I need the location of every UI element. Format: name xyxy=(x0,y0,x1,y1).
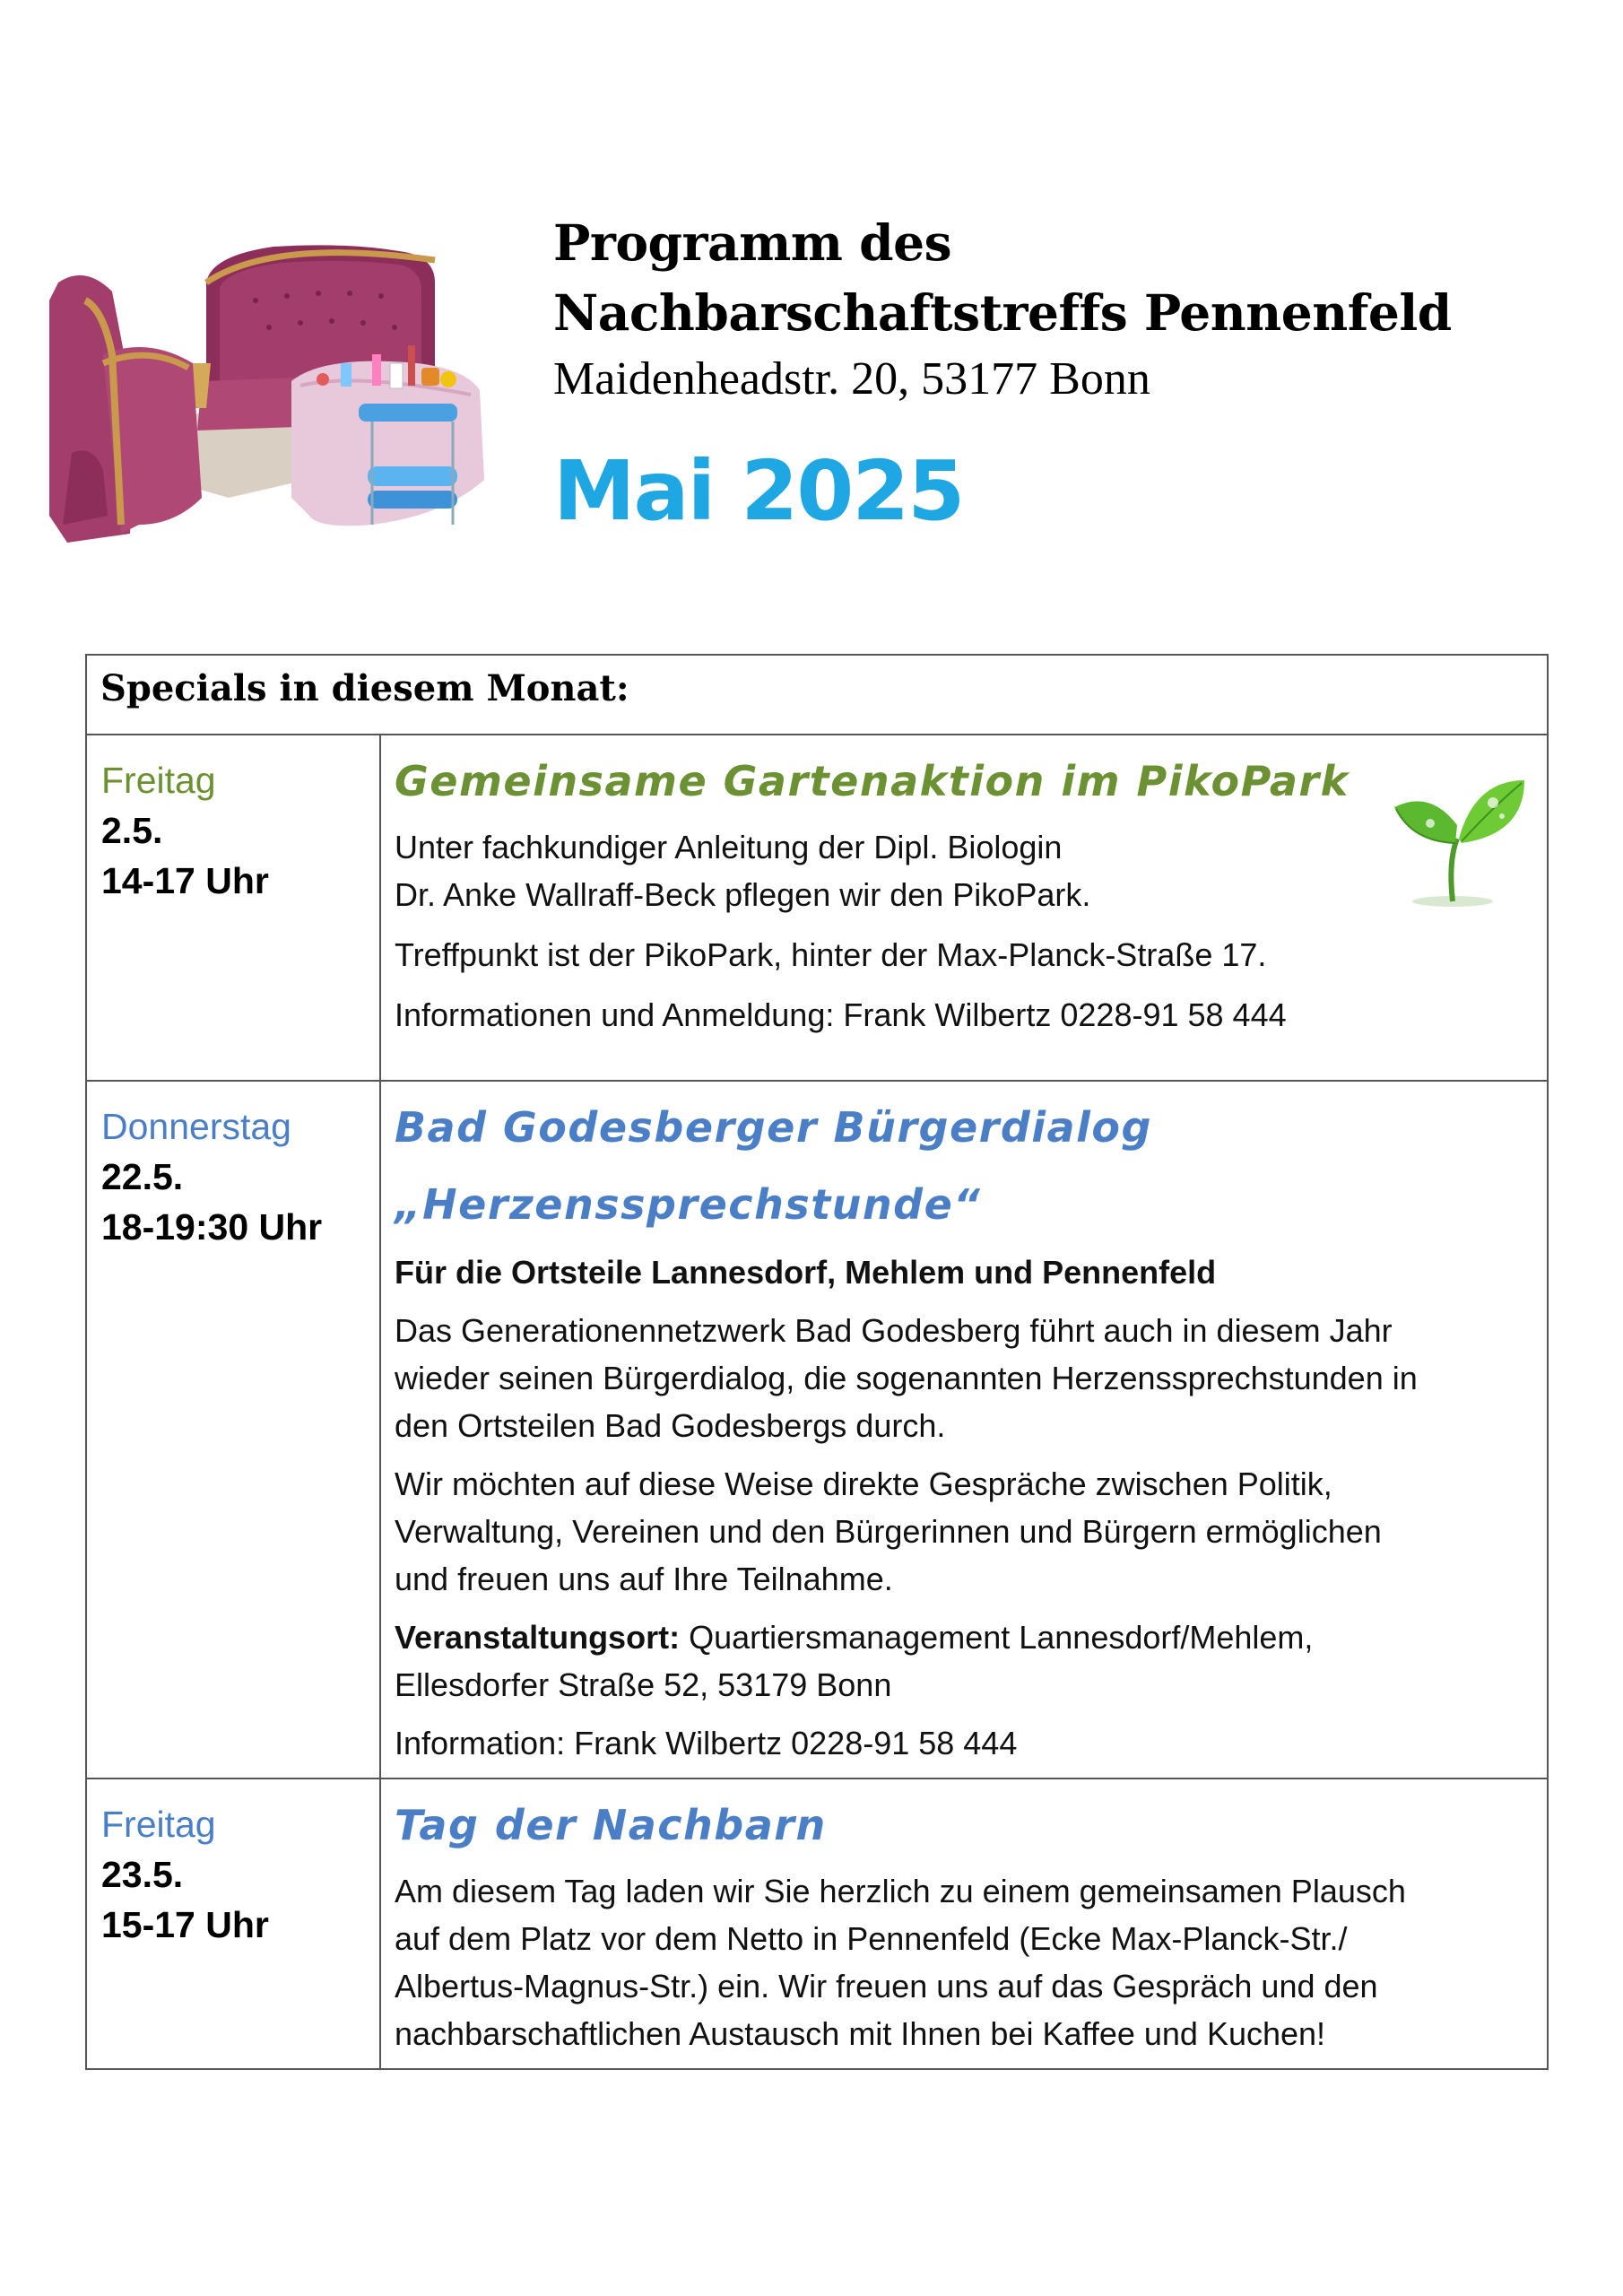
event-text-line: Verwaltung, Vereinen und den Bürgerinnen und Bürgern ermöglichen xyxy=(395,1513,1382,1550)
event-content-cell xyxy=(380,1779,1548,2069)
event-text-line: Am diesem Tag laden wir Sie herzlich zu einem gemeinsamen Plausch xyxy=(395,1873,1406,1909)
event-time: 14-17 Uhr xyxy=(101,860,269,901)
event-content-cell xyxy=(380,735,1548,1081)
event-time: 18-19:30 Uhr xyxy=(101,1206,323,1248)
event-text-line: Wir möchten auf diese Weise direkte Gespräche zwischen Politik, xyxy=(395,1465,1332,1502)
header-text xyxy=(553,208,1558,411)
event-contact: Information: Frank Wilbertz 0228-91 58 444 xyxy=(395,1725,1018,1761)
event-date-cell xyxy=(86,1779,380,2069)
event-date: 22.5. xyxy=(101,1156,184,1197)
address: Maidenheadstr. 20, 53177 Bonn xyxy=(553,353,1150,404)
event-weekday: Donnerstag xyxy=(101,1106,291,1147)
event-title: Tag der Nachbarn xyxy=(395,1801,827,1849)
specials-header-cell xyxy=(86,655,1548,735)
event-subtitle: Für die Ortsteile Lannesdorf, Mehlem und Pennenfeld xyxy=(395,1254,1217,1291)
event-text-line: Albertus-Magnus-Str.) ein. Wir freuen uns auf das Gespräch und den xyxy=(395,1968,1378,2005)
event-text-line: Das Generationennetzwerk Bad Godesberg führt auch in diesem Jahr xyxy=(395,1312,1393,1349)
event-text-line: Unter fachkundiger Anleitung der Dipl. Biologin xyxy=(395,829,1063,865)
event-text-line: nachbarschaftlichen Austausch mit Ihnen bei Kaffee und Kuchen! xyxy=(395,2015,1326,2052)
event-title: Gemeinsame Gartenaktion im PikoPark xyxy=(395,757,1350,805)
specials-heading: Specials in diesem Monat: xyxy=(100,667,629,709)
event-text-line: auf dem Platz vor dem Netto in Pennenfeld (Ecke Max-Planck-Str./ xyxy=(395,1920,1348,1957)
event-weekday: Freitag xyxy=(101,1804,216,1845)
event-row xyxy=(86,1081,1548,1779)
event-venue-text: Quartiersmanagement Lannesdorf/Mehlem, xyxy=(680,1619,1314,1656)
event-row xyxy=(86,1779,1548,2069)
event-venue xyxy=(395,1613,1536,1661)
event-contact: Informationen und Anmeldung: Frank Wilbertz 0228-91 58 444 xyxy=(395,996,1287,1033)
event-date: 23.5. xyxy=(101,1854,184,1895)
page-title-line-1: Programm des xyxy=(553,213,952,272)
event-date-cell xyxy=(86,735,380,1081)
furniture-illustration xyxy=(49,229,507,547)
event-meeting-point: Treffpunkt ist der PikoPark, hinter der Max-Planck-Straße 17. xyxy=(395,936,1267,973)
event-title: Bad Godesberger Bürgerdialog xyxy=(395,1103,1152,1152)
event-title-secondary: „Herzenssprechstunde“ xyxy=(395,1180,982,1229)
event-venue-address: Ellesdorfer Straße 52, 53179 Bonn xyxy=(395,1666,892,1703)
event-date-cell xyxy=(86,1081,380,1779)
event-row xyxy=(86,735,1548,1081)
event-time: 15-17 Uhr xyxy=(101,1904,269,1945)
event-text-line: wieder seinen Bürgerdialog, die sogenannten Herzenssprechstunden in xyxy=(395,1360,1418,1396)
event-weekday: Freitag xyxy=(101,760,216,801)
page-title-line-2: Nachbarschaftstreffs Pennenfeld xyxy=(553,283,1452,342)
sprout-icon xyxy=(1376,753,1533,910)
month-heading: Mai 2025 xyxy=(553,443,964,539)
program-table xyxy=(85,654,1549,2070)
event-text-line: Dr. Anke Wallraff-Beck pflegen wir den PikoPark. xyxy=(395,876,1091,913)
event-venue-label: Veranstaltungsort: xyxy=(395,1619,681,1656)
event-date: 2.5. xyxy=(101,810,163,851)
event-text-line: den Ortsteilen Bad Godesbergs durch. xyxy=(395,1407,946,1444)
event-content-cell xyxy=(380,1081,1548,1779)
event-text-line: und freuen uns auf Ihre Teilnahme. xyxy=(395,1561,893,1597)
